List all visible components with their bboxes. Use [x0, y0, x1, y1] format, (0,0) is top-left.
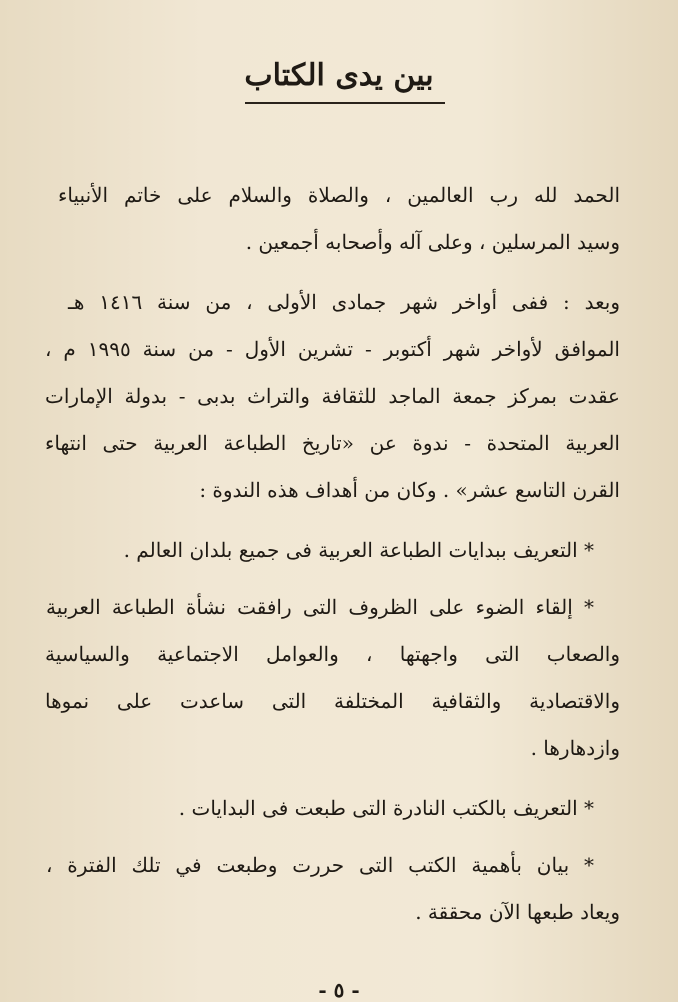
page-number: - ٥ - [318, 978, 360, 1002]
bullet-line-2d: وازدهارها . [530, 736, 620, 760]
bullet-line-3: * التعريف بالكتب النادرة التى طبعت فى البدايات . [178, 796, 594, 820]
text-line-2: وسيد المرسلين ، وعلى آله وأصحابه أجمعين . [245, 230, 620, 254]
bullet-line-2c: والاقتصادية والثقافية المختلفة التى ساعدت على نموها [45, 689, 620, 713]
bullet-line-4: * بيان بأهمية الكتب التى حررت وطبعت في تلك الفترة ، [46, 853, 594, 877]
text-line-7: القرن التاسع عشر» . وكان من أهداف هذه الندوة : [199, 478, 620, 502]
text-line-6: العربية المتحدة - ندوة عن «تاريخ الطباعة العربية حتى انتهاء [45, 431, 620, 455]
text-line-3: وبعد : ففى أواخر شهر جمادى الأولى ، من سنة ١٤١٦ هـ [68, 290, 620, 314]
bullet-line-2b: والصعاب التى واجهتها ، والعوامل الاجتماعية والسياسية [45, 642, 620, 666]
page-title: بين يدى الكتاب [244, 58, 434, 93]
bullet-line-4b: ويعاد طبعها الآن محققة . [415, 900, 620, 924]
bullet-line-2: * إلقاء الضوء على الظروف التى رافقت نشأة الطباعة العربية [46, 595, 594, 619]
bullet-line-1: * التعريف ببدايات الطباعة العربية فى جميع بلدان العالم . [123, 538, 594, 562]
text-line-5: عقدت بمركز جمعة الماجد للثقافة والتراث بدبى - بدولة الإمارات [45, 384, 620, 408]
text-line-4: الموافق لأواخر شهر أكتوبر - تشرين الأول - من سنة ١٩٩٥ م ، [45, 337, 620, 361]
text-line-1: الحمد لله رب العالمين ، والصلاة والسلام على خاتم الأنبياء [58, 183, 620, 207]
title-underline [245, 102, 445, 104]
